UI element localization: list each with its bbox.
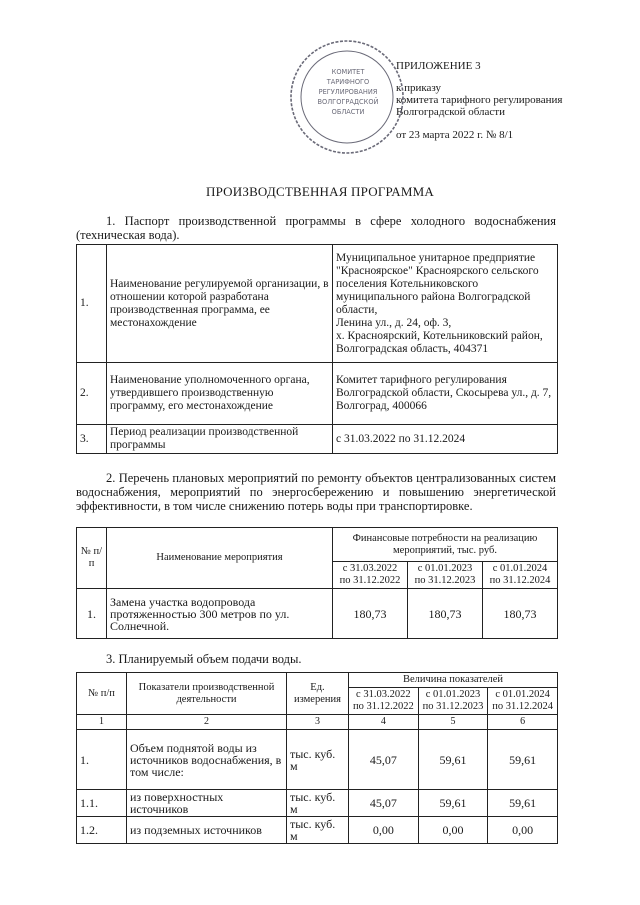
value-line: Муниципальное унитарное предприятие "Красноярское" Краснoярского сельского поселения Котельниковского муниципального района Волгоградской области, (336, 251, 539, 316)
table-row (77, 730, 558, 790)
column-number: 4 (349, 715, 419, 730)
order-date: от 23 марта 2022 г. № 8/1 (396, 129, 514, 141)
table-row (77, 673, 558, 688)
region-label: Волгоградской области (396, 106, 505, 118)
column-number: 2 (127, 715, 287, 730)
stamp-line5: ОБЛАСТИ (331, 108, 365, 116)
row-number: 1. (77, 245, 107, 363)
col-fin-header: Финансовые потребности на реализацию мероприятий, тыс. руб. (333, 528, 558, 562)
unit: тыс. куб. м (287, 730, 349, 790)
cell-value: 59,61 (418, 790, 488, 817)
col-indicator-header: Показатели производственной деятельности (127, 673, 287, 715)
table-row (77, 425, 558, 454)
indicator-name: Объем поднятой воды из источников водоснабжения, в том числе: (127, 730, 287, 790)
measure-name: Замена участка водопровода протяженностью 300 метров по ул. Солнечной. (107, 589, 333, 639)
stamp-line1: КОМИТЕТ (331, 68, 365, 76)
row-label: Период реализации производственной программы (107, 425, 333, 454)
cell-value: 59,61 (488, 730, 558, 790)
official-stamp (288, 38, 406, 156)
table-row (77, 363, 558, 425)
period-header: с 01.01.2024 по 31.12.2024 (488, 688, 558, 715)
col-name-header: Наименование мероприятия (107, 528, 333, 589)
cell-value: 0,00 (349, 817, 419, 844)
cell-value: 0,00 (488, 817, 558, 844)
column-number: 5 (418, 715, 488, 730)
section3-heading: 3. Планируемый объем подачи воды. (106, 652, 302, 666)
row-label: Наименование уполномоченного органа, утвердившего производственную программу, его местонахождение (107, 363, 333, 425)
table-row (77, 817, 558, 844)
row-number: 1. (77, 589, 107, 639)
col-num-header: № п/п (77, 528, 107, 589)
indicator-name: из поверхностных источников (127, 790, 287, 817)
period-header: с 31.03.2022 по 31.12.2022 (333, 562, 408, 589)
section1-heading-wrap (76, 214, 556, 242)
period-header: с 01.01.2024 по 31.12.2024 (483, 562, 558, 589)
cell-value: 59,61 (418, 730, 488, 790)
section2-heading: 2. Перечень плановых мероприятий по ремонту объектов централизованных систем водоснабжения, мероприятий по энергосбережению и повышению энергетической эффективности, в том числе снижению потерь воды при транспортировке. (76, 471, 556, 513)
row-value (333, 245, 558, 363)
row-number: 1.2. (77, 817, 127, 844)
cell-value: 180,73 (333, 589, 408, 639)
row-value: Комитет тарифного регулирования Волгоградской области, Скосырева ул., д. 7, Волгоград, 400066 (333, 363, 558, 425)
period-header: с 01.01.2023 по 31.12.2023 (408, 562, 483, 589)
row-number: 2. (77, 363, 107, 425)
value-line: Ленина ул., д. 24, оф. 3, (336, 316, 452, 329)
column-number: 1 (77, 715, 127, 730)
col-values-header: Величина показателей (349, 673, 558, 688)
section3-heading-wrap (76, 652, 556, 666)
period-header: с 01.01.2023 по 31.12.2023 (418, 688, 488, 715)
indicator-name: из подземных источников (127, 817, 287, 844)
water-volume-table (76, 672, 558, 844)
to-order-label: к приказу (396, 82, 442, 94)
cell-value: 180,73 (483, 589, 558, 639)
stamp-line4: ВОЛГОГРАДСКОЙ (317, 98, 379, 106)
section1-heading: 1. Паспорт производственной программы в сфере холодного водоснабжения (техническая вода). (76, 214, 556, 242)
measures-table (76, 527, 558, 639)
period-header: с 31.03.2022 по 31.12.2022 (349, 688, 419, 715)
unit: тыс. куб. м (287, 790, 349, 817)
committee-label: комитета тарифного регулирования (396, 94, 563, 106)
col-unit-header: Ед. измерения (287, 673, 349, 715)
cell-value: 45,07 (349, 790, 419, 817)
row-number: 1.1. (77, 790, 127, 817)
col-num-header: № п/п (77, 673, 127, 715)
table-row (77, 528, 558, 562)
table-row (77, 790, 558, 817)
unit: тыс. куб. м (287, 817, 349, 844)
column-number: 6 (488, 715, 558, 730)
table-row (77, 589, 558, 639)
cell-value: 180,73 (408, 589, 483, 639)
row-value: с 31.03.2022 по 31.12.2024 (333, 425, 558, 454)
section2-heading-wrap (76, 471, 556, 513)
page-title: ПРОИЗВОДСТВЕННАЯ ПРОГРАММА (206, 184, 434, 199)
column-numbers-row (77, 715, 558, 730)
column-number: 3 (287, 715, 349, 730)
cell-value: 59,61 (488, 790, 558, 817)
appendix-label: ПРИЛОЖЕНИЕ 3 (396, 60, 481, 72)
cell-value: 0,00 (418, 817, 488, 844)
stamp-line3: РЕГУЛИРОВАНИЯ (318, 88, 378, 96)
table-row (77, 245, 558, 363)
row-label: Наименование регулируемой организации, в отношении которой разработана производственная программа, ее местонахождение (107, 245, 333, 363)
row-number: 3. (77, 425, 107, 454)
value-line: х. Краснoярский, Котельниковский район, Волгоградская область, 404371 (336, 329, 543, 355)
passport-table (76, 244, 558, 454)
row-number: 1. (77, 730, 127, 790)
cell-value: 45,07 (349, 730, 419, 790)
stamp-line2: ТАРИФНОГО (326, 78, 370, 86)
